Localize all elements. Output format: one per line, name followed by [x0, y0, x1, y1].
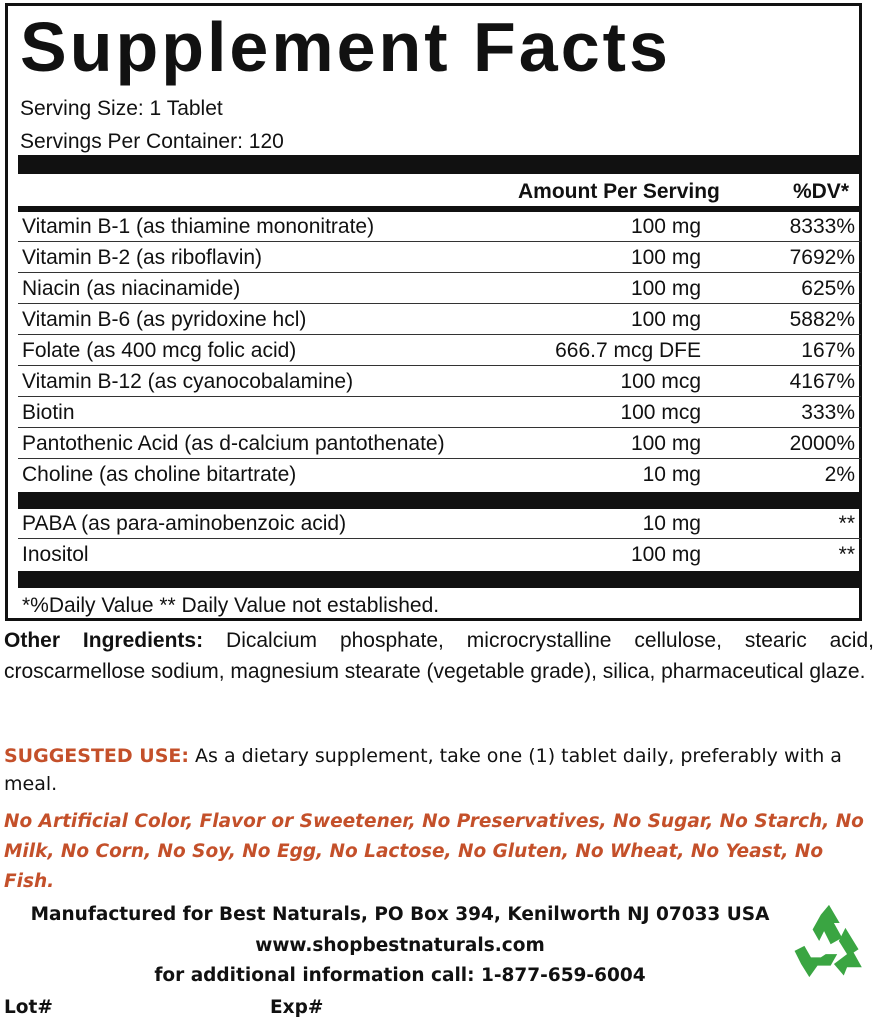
nutrient-name: Niacin (as niacinamide): [22, 277, 241, 300]
serving-size: Serving Size: 1 Tablet: [20, 97, 223, 120]
thick-divider: [18, 492, 861, 509]
thick-divider: [18, 571, 861, 588]
panel-title: Supplement Facts: [20, 8, 671, 86]
dv-header: %DV*: [792, 180, 849, 203]
amount-per-serving-header: Amount Per Serving: [518, 180, 720, 203]
nutrient-dv: 333%: [801, 401, 855, 424]
suggested-use-label: SUGGESTED USE:: [4, 745, 189, 767]
nutrient-row: [18, 212, 861, 242]
other-ingredients-label: Other Ingredients:: [4, 629, 204, 652]
row-divider: [18, 427, 861, 428]
supplement-facts-panel: [5, 3, 862, 621]
nutrient-dv: 7692%: [789, 246, 855, 269]
nutrient-dv: **: [838, 512, 855, 535]
nutrient-row: [18, 243, 861, 273]
nutrient-name: Vitamin B-1 (as thiamine mononitrate): [22, 215, 375, 238]
row-divider: [18, 303, 861, 304]
row-divider: [18, 365, 861, 366]
nutrient-amount: 10 mg: [642, 463, 701, 486]
daily-value-footnote: *%Daily Value ** Daily Value not established.: [22, 594, 440, 617]
nutrient-row: [18, 460, 861, 490]
suggested-use: [4, 742, 878, 798]
nutrient-dv: **: [838, 543, 855, 566]
nutrient-row: [18, 398, 861, 428]
nutrient-dv: 625%: [801, 277, 855, 300]
lot-label: Lot#: [4, 997, 53, 1018]
website: www.shopbestnaturals.com: [255, 935, 545, 956]
nutrient-name: Vitamin B-2 (as riboflavin): [22, 246, 263, 269]
row-divider: [18, 272, 861, 273]
nutrient-amount: 100 mcg: [620, 401, 701, 424]
nutrient-row: [18, 305, 861, 335]
nutrient-amount: 100 mg: [630, 277, 701, 300]
nutrient-row: [18, 509, 861, 539]
row-divider: [18, 241, 861, 242]
row-divider: [18, 458, 861, 459]
free-from-statement: No Artificial Color, Flavor or Sweetener, No Preservatives, No Sugar, No Starch, No Milk, No Corn, No Soy, No Egg, No Lactose, No Gluten, No Wheat, No Yeast, No Fish.: [4, 811, 864, 892]
nutrient-dv: 5882%: [789, 308, 855, 331]
nutrient-dv: 167%: [801, 339, 855, 362]
nutrient-amount: 100 mcg: [620, 370, 701, 393]
servings-per-container: Servings Per Container: 120: [20, 130, 284, 153]
nutrient-name: Vitamin B-6 (as pyridoxine hcl): [22, 308, 307, 331]
nutrient-row: [18, 274, 861, 304]
nutrient-name: Vitamin B-12 (as cyanocobalamine): [22, 370, 354, 393]
nutrient-name: Inositol: [22, 543, 89, 566]
other-ingredients: [4, 625, 874, 687]
nutrient-name: Pantothenic Acid (as d-calcium pantothenate): [22, 432, 445, 455]
exp-label: Exp#: [270, 997, 324, 1018]
other-ingredients-text: Dicalcium phosphate, microcrystalline cellulose, stearic acid, croscarmellose sodium, magnesium stearate (vegetable grade), silica, pharmaceutical glaze.: [4, 629, 874, 683]
nutrient-amount: 10 mg: [642, 512, 701, 535]
nutrient-row: [18, 429, 861, 459]
nutrient-dv: 4167%: [789, 370, 855, 393]
nutrient-row: [18, 540, 861, 570]
nutrient-amount: 100 mg: [630, 308, 701, 331]
nutrient-dv: 2000%: [789, 432, 855, 455]
manufacturer-line: Manufactured for Best Naturals, PO Box 394, Kenilworth NJ 07033 USA: [30, 904, 770, 925]
nutrient-name: PABA (as para-aminobenzoic acid): [22, 512, 347, 535]
row-divider: [18, 396, 861, 397]
nutrient-name: Folate (as 400 mcg folic acid): [22, 339, 297, 362]
suggested-use-text: As a dietary supplement, take one (1) tablet daily, preferably with a meal.: [4, 745, 842, 795]
nutrient-row: [18, 367, 861, 397]
recycle-icon: [788, 900, 870, 982]
nutrient-amount: 666.7 mcg DFE: [555, 339, 701, 362]
row-divider: [18, 538, 861, 539]
thick-divider: [18, 155, 861, 174]
nutrient-dv: 2%: [824, 463, 855, 486]
nutrient-name: Choline (as choline bitartrate): [22, 463, 297, 486]
row-divider: [18, 334, 861, 335]
nutrient-row: [18, 336, 861, 366]
nutrient-amount: 100 mg: [630, 432, 701, 455]
nutrient-amount: 100 mg: [630, 543, 701, 566]
nutrient-dv: 8333%: [789, 215, 855, 238]
nutrient-name: Biotin: [22, 401, 75, 424]
nutrient-amount: 100 mg: [630, 215, 701, 238]
phone-line: for additional information call: 1-877-659-6004: [154, 965, 646, 986]
nutrient-amount: 100 mg: [630, 246, 701, 269]
